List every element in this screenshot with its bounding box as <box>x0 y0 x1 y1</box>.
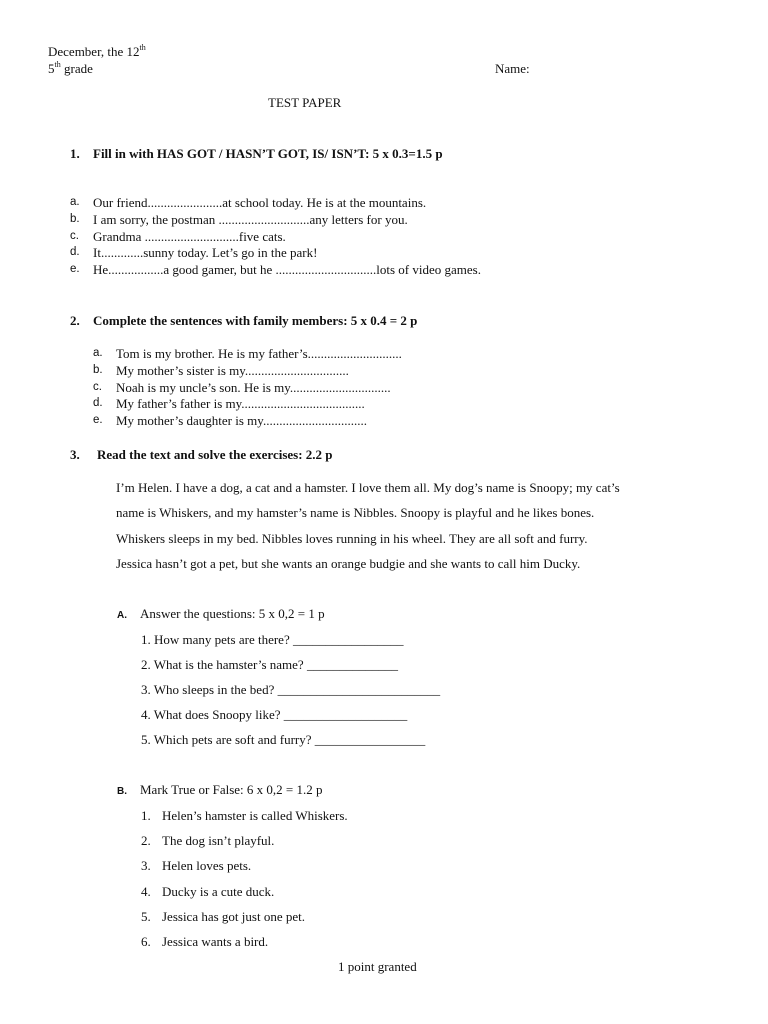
partB-label: B. <box>117 786 127 797</box>
ex3-heading: Read the text and solve the exercises: 2.2 p <box>97 447 333 462</box>
question-line: 2. What is the hamster’s name? ______________ <box>141 657 398 672</box>
question-line: 3. Who sleeps in the bed? _________________________ <box>141 682 441 697</box>
statement-number: 4. <box>141 883 151 899</box>
ex2-item-label: a. <box>93 347 103 359</box>
date-text: December, the 12 <box>48 44 140 59</box>
ex2-number: 2. <box>70 313 80 328</box>
ex2-item-label: c. <box>93 380 102 393</box>
ex1-number: 1. <box>70 146 80 161</box>
ex2-item-text: Tom is my brother. He is my father’s............................. <box>116 346 402 361</box>
footer-note: 1 point granted <box>338 959 417 974</box>
ex1-item-label: b. <box>70 212 80 225</box>
partA-label: A. <box>117 610 127 621</box>
statement-number: 1. <box>141 808 151 823</box>
partB-heading: Mark True or False: 6 x 0,2 = 1.2 p <box>140 782 323 797</box>
statement-text: Helen’s hamster is called Whiskers. <box>162 808 348 823</box>
statement-number: 5. <box>141 908 151 924</box>
ex2-item-text: My mother’s sister is my................................ <box>116 362 349 378</box>
ex2-item-label: e. <box>93 414 103 427</box>
statement-text: Ducky is a cute duck. <box>162 883 275 899</box>
ex1-item-text: I am sorry, the postman ............................any letters for you. <box>93 211 408 227</box>
date-suffix: th <box>139 42 146 52</box>
grade-number: 5 <box>48 61 55 76</box>
ex2-item-text: My father’s father is my...................................... <box>116 396 365 412</box>
page-title: TEST PAPER <box>268 95 342 110</box>
statement-text: The dog isn’t playful. <box>162 833 275 849</box>
reading-line: name is Whiskers, and my hamster’s name is Nibbles. Snoopy is playful and he likes bones. <box>116 505 595 521</box>
ex1-item-label: d. <box>70 246 80 259</box>
statement-number: 2. <box>141 833 151 849</box>
ex1-item-label: a. <box>70 196 80 208</box>
name-label: Name: <box>495 61 530 76</box>
reading-line: I’m Helen. I have a dog, a cat and a hamster. I love them all. My dog’s name is Snoopy; my cat’s <box>116 480 620 495</box>
statement-number: 3. <box>141 858 151 874</box>
statement-text: Jessica wants a bird. <box>162 934 269 949</box>
grade-line <box>48 61 93 77</box>
ex1-item-text: It.............sunny today. Let’s go in the park! <box>93 245 318 261</box>
date-line <box>48 44 146 60</box>
grade-suffix: th <box>54 59 61 69</box>
ex1-item-text: Grandma .............................five cats. <box>93 228 286 244</box>
ex1-item-label: c. <box>70 229 79 242</box>
ex1-item-text: Our friend.......................at school today. He is at the mountains. <box>93 195 427 210</box>
statement-text: Helen loves pets. <box>162 858 252 874</box>
statement-number: 6. <box>141 934 151 949</box>
statement-text: Jessica has got just one pet. <box>162 908 305 924</box>
ex2-item-text: My mother’s daughter is my................................ <box>116 413 367 429</box>
ex3-number: 3. <box>70 447 80 462</box>
ex2-item-text: Noah is my uncle’s son. He is my............................... <box>116 379 391 395</box>
ex2-heading: Complete the sentences with family members: 5 x 0.4 = 2 p <box>93 313 418 328</box>
ex2-item-label: d. <box>93 397 103 410</box>
reading-line: Jessica hasn’t got a pet, but she wants an orange budgie and she wants to call him Ducky. <box>116 555 581 571</box>
ex1-heading: Fill in with HAS GOT / HASN’T GOT, IS/ ISN’T: 5 x 0.3=1.5 p <box>93 146 443 161</box>
question-line: 5. Which pets are soft and furry? _________________ <box>141 732 426 747</box>
partA-heading: Answer the questions: 5 x 0,2 = 1 p <box>140 606 325 621</box>
question-line: 4. What does Snoopy like? ___________________ <box>141 707 408 722</box>
reading-line: Whiskers sleeps in my bed. Nibbles loves running in his wheel. They are all soft and furry. <box>116 530 588 546</box>
question-line: 1. How many pets are there? _________________ <box>141 632 404 647</box>
ex1-item-text: He.................a good gamer, but he ...............................lots of video games. <box>93 262 481 278</box>
ex1-item-label: e. <box>70 263 80 276</box>
ex2-item-label: b. <box>93 363 103 376</box>
grade-text: grade <box>60 61 93 76</box>
